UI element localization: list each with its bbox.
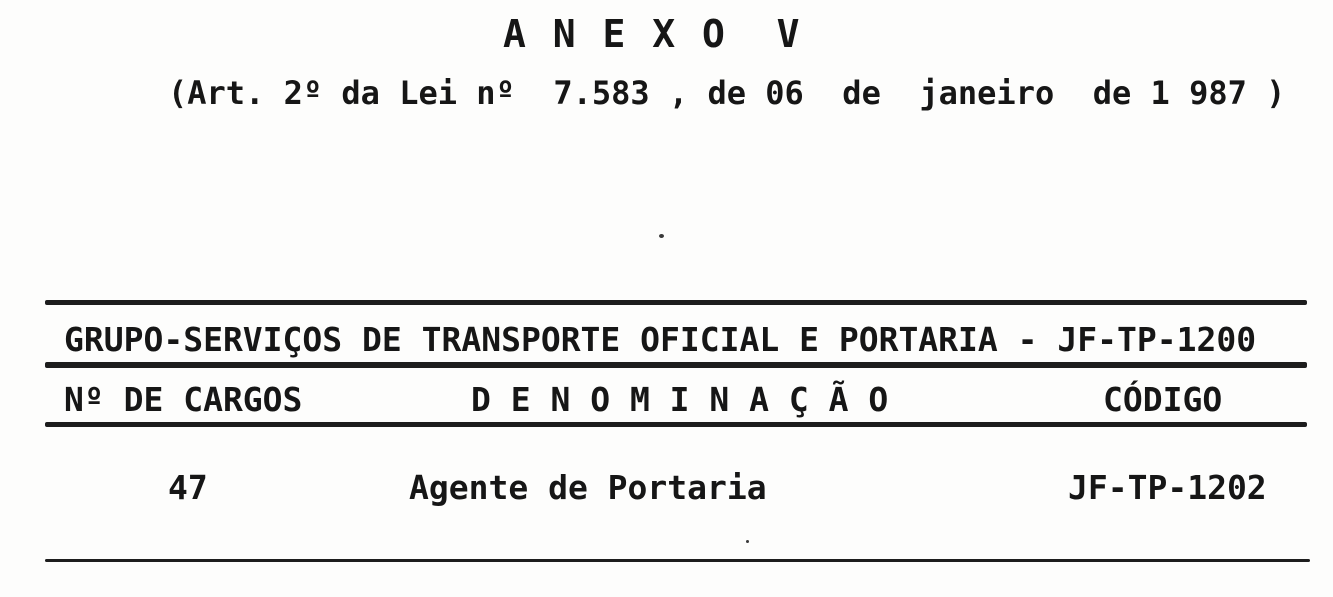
document-title: A N E X O V xyxy=(503,12,802,56)
scan-speck xyxy=(659,234,664,238)
column-header-num-cargos: Nº DE CARGOS xyxy=(64,380,303,419)
column-header-rule xyxy=(45,422,1307,427)
cell-codigo: JF-TP-1202 xyxy=(1068,468,1267,507)
table-top-rule xyxy=(45,300,1307,305)
cell-denominacao: Agente de Portaria xyxy=(409,468,767,507)
cell-num-cargos: 47 xyxy=(168,468,208,507)
column-header-denominacao: D E N O M I N A Ç Ã O xyxy=(471,380,889,419)
scan-speck xyxy=(746,540,749,543)
group-header-rule xyxy=(45,362,1307,368)
table-group-header: GRUPO-SERVIÇOS DE TRANSPORTE OFICIAL E PORTARIA - JF-TP-1200 xyxy=(64,320,1257,359)
column-header-codigo: CÓDIGO xyxy=(1103,380,1223,419)
table-bottom-rule xyxy=(45,559,1310,562)
document-subtitle: (Art. 2º da Lei nº 7.583 , de 06 de janeiro de 1 987 ) xyxy=(168,74,1286,112)
